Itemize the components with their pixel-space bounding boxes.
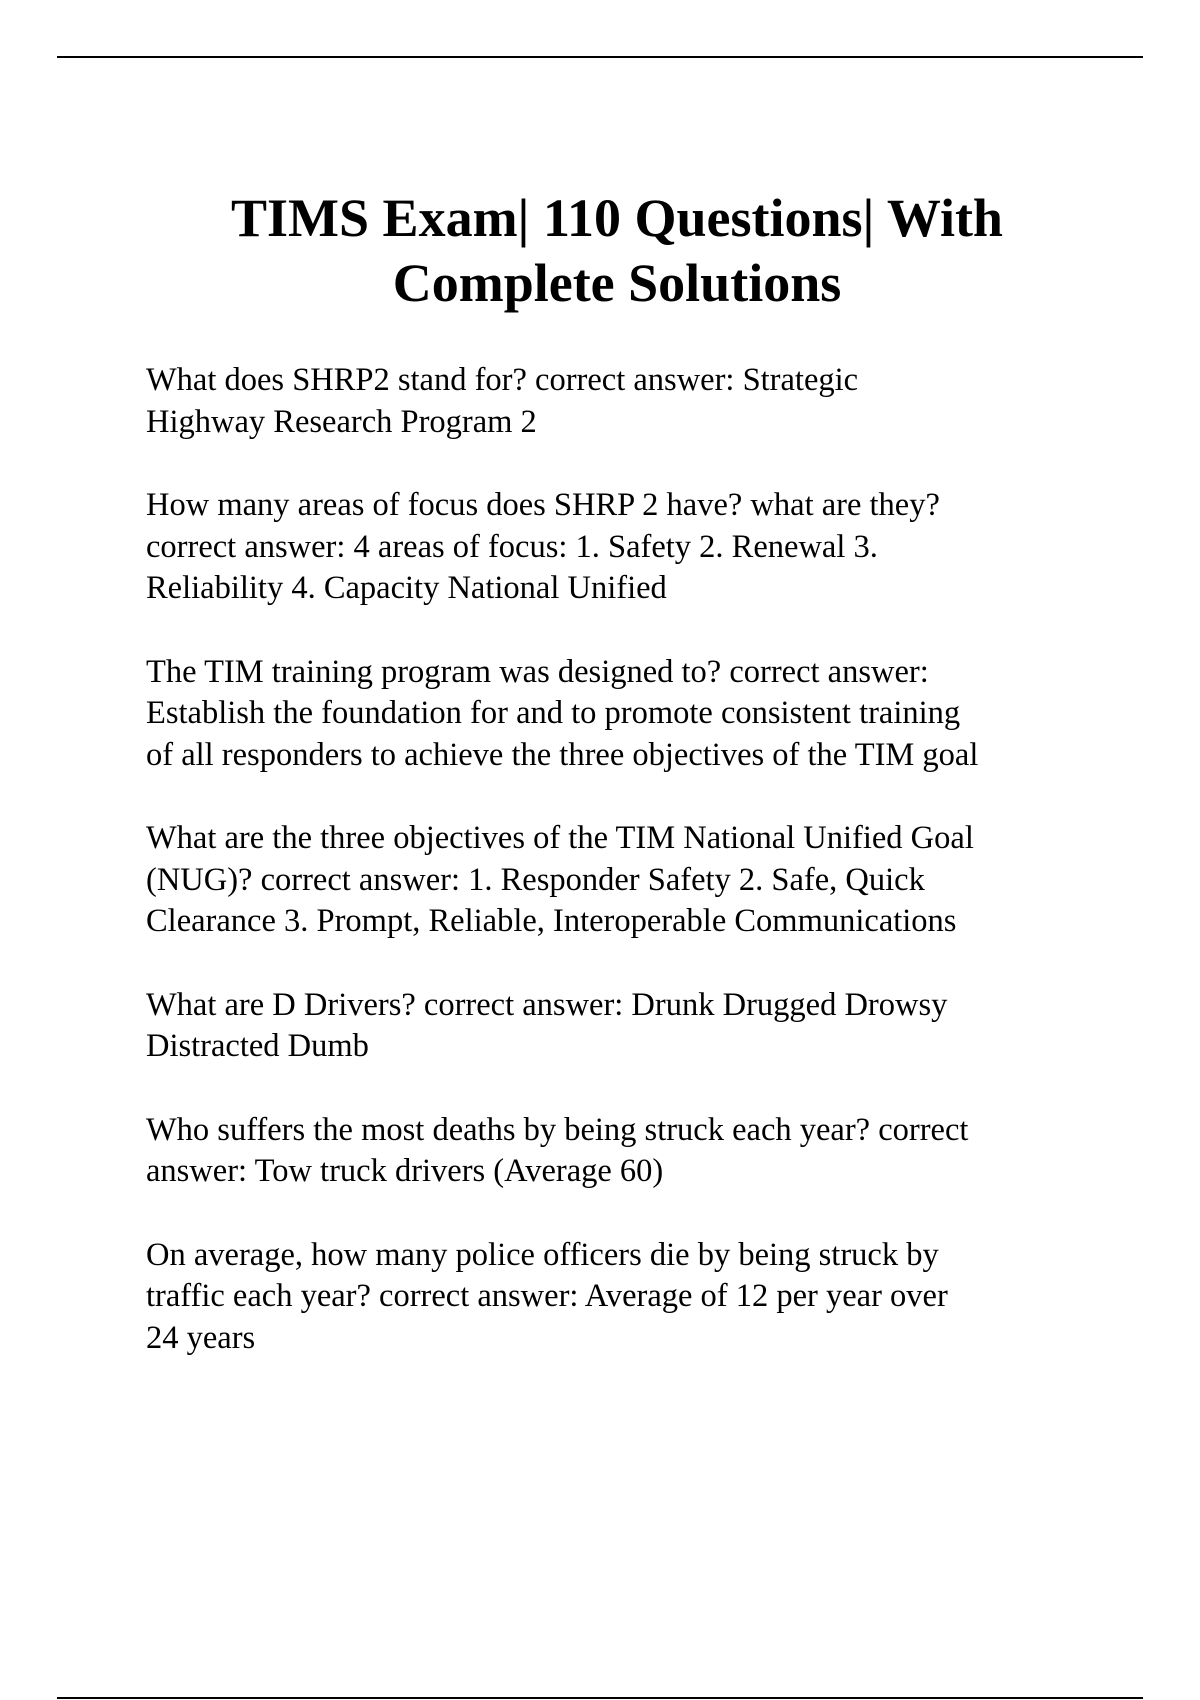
qa-item-d-drivers — [146, 985, 1146, 1068]
qa-line: Establish the foundation for and to promote consistent training — [146, 695, 961, 731]
qa-list — [146, 360, 1146, 1401]
qa-item-police-deaths — [146, 1235, 1146, 1360]
qa-line: What are the three objectives of the TIM National Unified Goal — [146, 820, 974, 856]
qa-line: of all responders to achieve the three objectives of the TIM goal — [146, 736, 979, 773]
qa-line: The TIM training program was designed to? correct answer: — [146, 653, 929, 690]
qa-line: (NUG)? correct answer: 1. Responder Safety 2. Safe, Quick — [146, 861, 925, 898]
document-title — [57, 186, 1177, 316]
qa-item-nug-objectives — [146, 818, 1146, 943]
qa-line: What does SHRP2 stand for? correct answer: Strategic — [146, 362, 859, 398]
bottom-divider — [57, 1697, 1143, 1699]
qa-item-areas-of-focus — [146, 485, 1146, 610]
qa-line: Distracted Dumb — [146, 1028, 369, 1064]
qa-item-training-program — [146, 652, 1146, 777]
top-divider — [57, 56, 1143, 58]
qa-line: What are D Drivers? correct answer: Drunk Drugged Drowsy — [146, 986, 948, 1023]
qa-line: traffic each year? correct answer: Average of 12 per year over — [146, 1278, 948, 1314]
qa-line: Who suffers the most deaths by being struck each year? correct — [146, 1111, 969, 1148]
qa-line: correct answer: 4 areas of focus: 1. Safety 2. Renewal 3. — [146, 528, 878, 565]
qa-line: 24 years — [146, 1319, 256, 1356]
title-line: Complete Solutions — [392, 253, 842, 313]
qa-item-most-deaths — [146, 1110, 1146, 1193]
qa-line: How many areas of focus does SHRP 2 have? what are they? — [146, 487, 940, 523]
qa-line: Highway Research Program 2 — [146, 403, 537, 440]
qa-line: On average, how many police officers die by being struck by — [146, 1236, 939, 1273]
qa-line: Clearance 3. Prompt, Reliable, Interoperable Communications — [146, 903, 957, 939]
qa-line: Reliability 4. Capacity National Unified — [146, 570, 667, 606]
title-line: TIMS Exam| 110 Questions| With — [231, 188, 1003, 248]
qa-line: answer: Tow truck drivers (Average 60) — [146, 1153, 664, 1189]
qa-item-shrp2-meaning — [146, 360, 1146, 443]
